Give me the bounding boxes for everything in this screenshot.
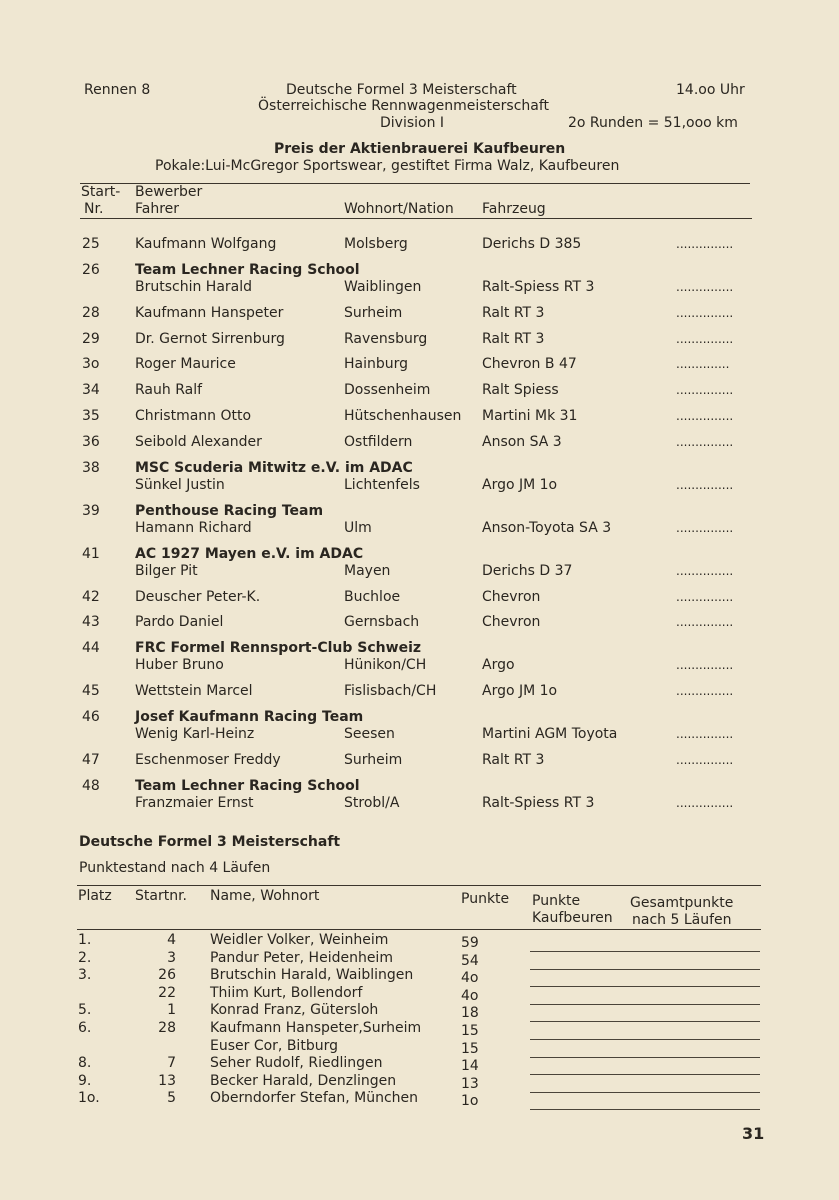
- entry-residence: Lichtenfels: [344, 476, 420, 493]
- standing-name: Oberndorfer Stefan, München: [210, 1090, 419, 1107]
- entry-dotted-line: ...............: [676, 409, 734, 423]
- standing-name: Brutschin Harald, Waiblingen: [210, 967, 414, 984]
- entry-dotted-line: ...............: [676, 589, 734, 604]
- entry-dotted-line: ...............: [676, 684, 734, 699]
- entry-start-number: 41: [82, 545, 100, 562]
- entry-driver: Deuscher Peter-K.: [135, 588, 261, 605]
- standing-start-number: 7: [167, 1055, 176, 1072]
- series-title: Deutsche Formel 3 Meisterschaft: [286, 82, 517, 98]
- entry-residence: Surheim: [344, 752, 403, 768]
- entry-car: Argo JM 1o: [482, 683, 558, 700]
- entry-residence: Ostfildern: [344, 433, 413, 450]
- entry-dotted-line: ...............: [676, 279, 734, 294]
- entry-start-number: 46: [82, 709, 100, 725]
- standing-name: Euser Cor, Bitburg: [210, 1037, 338, 1054]
- entry-driver: Seibold Alexander: [135, 433, 262, 450]
- standing-write-in-line: [530, 1004, 760, 1005]
- entry-start-number: 36: [82, 433, 100, 450]
- entry-car: Derichs D 37: [482, 562, 573, 579]
- standing-place: 1o.: [78, 1090, 100, 1107]
- standing-points: 4o: [461, 987, 479, 1004]
- standing-write-in-line: [530, 951, 760, 952]
- entry-dotted-line: ...............: [676, 727, 734, 741]
- entry-driver: Sünkel Justin: [135, 476, 225, 493]
- standing-write-in-line: [530, 1021, 760, 1022]
- standing-name: Pandur Peter, Heidenheim: [210, 949, 393, 966]
- trophies-line: Pokale:Lui-McGregor Sportswear, gestiftet Firma Walz, Kaufbeuren: [155, 158, 620, 174]
- entry-residence: Gernsbach: [344, 614, 420, 631]
- entry-car: Chevron: [482, 614, 541, 631]
- entry-car: Argo: [482, 657, 515, 674]
- column-header-rule: [80, 218, 752, 219]
- entry-start-number: 25: [82, 236, 100, 252]
- standing-write-in-line: [530, 986, 760, 987]
- standing-name: Weidler Volker, Weinheim: [210, 932, 389, 948]
- entry-start-number: 39: [82, 502, 100, 519]
- standing-start-number: 3: [167, 949, 176, 966]
- standing-place: 2.: [78, 949, 92, 966]
- entry-car: Ralt-Spiess RT 3: [482, 794, 595, 811]
- entry-residence: Ulm: [344, 519, 372, 536]
- standing-write-in-line: [530, 1039, 760, 1040]
- entry-start-number: 29: [82, 330, 100, 347]
- standing-points: 13: [461, 1075, 479, 1092]
- entry-dotted-line: ...............: [676, 331, 734, 346]
- standing-start-number: 28: [158, 1020, 176, 1036]
- standing-write-in-line: [530, 1109, 760, 1110]
- entry-driver: Christmann Otto: [135, 408, 252, 424]
- entry-team: Team Lechner Racing School: [135, 777, 360, 794]
- standing-write-in-line: [530, 1074, 760, 1075]
- entry-residence: Buchloe: [344, 588, 401, 605]
- standing-start-number: 5: [167, 1090, 176, 1107]
- entry-start-number: 26: [82, 261, 100, 278]
- entry-residence: Waiblingen: [344, 278, 422, 295]
- entry-car: Ralt Spiess: [482, 382, 559, 399]
- col-start-label-1: Start-: [81, 184, 121, 200]
- standing-place: 9.: [78, 1072, 92, 1089]
- standing-name: Becker Harald, Denzlingen: [210, 1072, 397, 1089]
- entry-dotted-line: ...............: [676, 434, 734, 449]
- entry-car: Ralt RT 3: [482, 752, 545, 768]
- entry-driver: Franzmaier Ernst: [135, 794, 254, 811]
- entry-dotted-line: ...............: [676, 477, 734, 492]
- race-distance: 2o Runden = 51,ooo km: [568, 115, 738, 131]
- entry-team: Josef Kaufmann Racing Team: [135, 709, 364, 725]
- entry-residence: Dossenheim: [344, 382, 431, 399]
- entry-driver: Brutschin Harald: [135, 278, 253, 295]
- standing-place: 3.: [78, 967, 92, 984]
- entry-car: Martini AGM Toyota: [482, 726, 618, 742]
- entry-start-number: 35: [82, 408, 100, 424]
- st-col-name: Name, Wohnort: [210, 888, 320, 904]
- standing-points: 54: [461, 952, 479, 969]
- entry-start-number: 44: [82, 640, 100, 657]
- entry-start-number: 38: [82, 459, 100, 476]
- entry-car: Ralt RT 3: [482, 304, 545, 321]
- standings-header-rule: [77, 929, 761, 930]
- standing-points: 59: [461, 935, 479, 951]
- entry-car: Argo JM 1o: [482, 476, 558, 493]
- entry-dotted-line: ...............: [676, 520, 734, 535]
- prize-title: Preis der Aktienbrauerei Kaufbeuren: [274, 141, 566, 157]
- entry-car: Ralt-Spiess RT 3: [482, 278, 595, 295]
- entry-start-number: 28: [82, 304, 100, 321]
- entry-driver: Dr. Gernot Sirrenburg: [135, 330, 285, 347]
- entry-driver: Bilger Pit: [135, 562, 198, 579]
- entry-team: Penthouse Racing Team: [135, 502, 324, 519]
- standing-start-number: 13: [158, 1072, 176, 1089]
- standing-points: 15: [461, 1040, 479, 1057]
- entry-dotted-line: ..............: [676, 357, 730, 372]
- entry-start-number: 3o: [82, 356, 100, 373]
- entry-residence: Ravensburg: [344, 330, 428, 347]
- entry-dotted-line: ...............: [676, 383, 734, 398]
- standing-points: 14: [461, 1058, 479, 1075]
- st-col-total-2: nach 5 Läufen: [632, 912, 732, 928]
- standing-points: 1o: [461, 1093, 479, 1110]
- standings-subtitle: Punktestand nach 4 Läufen: [79, 860, 271, 876]
- entry-residence: Surheim: [344, 304, 403, 321]
- standings-title: Deutsche Formel 3 Meisterschaft: [79, 834, 341, 850]
- entry-car: Chevron B 47: [482, 356, 577, 373]
- standing-start-number: 4: [167, 932, 176, 948]
- entry-dotted-line: ...............: [676, 615, 734, 630]
- entry-dotted-line: ...............: [676, 658, 734, 673]
- col-entrant-label: Bewerber: [135, 184, 203, 200]
- entry-car: Anson SA 3: [482, 433, 562, 450]
- entry-start-number: 48: [82, 777, 100, 794]
- standing-place: 8.: [78, 1055, 92, 1072]
- entry-car: Ralt RT 3: [482, 330, 545, 347]
- entry-start-number: 34: [82, 382, 100, 399]
- st-col-startnr: Startnr.: [135, 888, 187, 904]
- entry-residence: Hainburg: [344, 356, 409, 373]
- page-number: 31: [742, 1124, 765, 1143]
- entry-residence: Mayen: [344, 562, 391, 579]
- entry-driver: Kaufmann Hanspeter: [135, 304, 284, 321]
- col-residence-label: Wohnort/Nation: [344, 201, 454, 217]
- st-col-points-kb-1: Punkte: [532, 893, 581, 909]
- standing-name: Seher Rudolf, Riedlingen: [210, 1055, 383, 1072]
- entry-residence: Fislisbach/CH: [344, 683, 437, 700]
- entry-team: FRC Formel Rennsport-Club Schweiz: [135, 640, 422, 657]
- entry-dotted-line: ...............: [676, 237, 734, 251]
- entry-driver: Rauh Ralf: [135, 382, 203, 399]
- col-car-label: Fahrzeug: [482, 201, 546, 217]
- st-col-points-kb-2: Kaufbeuren: [532, 910, 613, 926]
- entry-team: AC 1927 Mayen e.V. im ADAC: [135, 545, 364, 562]
- entry-driver: Huber Bruno: [135, 657, 224, 674]
- entry-driver: Kaufmann Wolfgang: [135, 236, 277, 252]
- entry-residence: Strobl/A: [344, 794, 400, 811]
- entry-start-number: 42: [82, 588, 100, 605]
- entry-start-number: 45: [82, 683, 100, 700]
- entry-driver: Roger Maurice: [135, 356, 236, 373]
- col-driver-label: Fahrer: [135, 201, 180, 217]
- entry-driver: Eschenmoser Freddy: [135, 752, 281, 768]
- entry-driver: Pardo Daniel: [135, 614, 224, 631]
- standing-points: 15: [461, 1023, 479, 1039]
- entry-car: Chevron: [482, 588, 541, 605]
- standing-start-number: 22: [158, 984, 176, 1001]
- entry-car: Martini Mk 31: [482, 408, 578, 424]
- entry-residence: Hünikon/CH: [344, 657, 427, 674]
- entry-dotted-line: ...............: [676, 563, 734, 578]
- standing-place: 1.: [78, 932, 92, 948]
- standing-write-in-line: [530, 969, 760, 970]
- standing-name: Konrad Franz, Gütersloh: [210, 1002, 379, 1019]
- entry-team: MSC Scuderia Mitwitz e.V. im ADAC: [135, 459, 413, 476]
- race-time: 14.oo Uhr: [676, 82, 745, 98]
- standing-start-number: 26: [158, 967, 176, 984]
- entry-car: Anson-Toyota SA 3: [482, 519, 612, 536]
- col-start-label-2: Nr.: [84, 201, 104, 217]
- entry-dotted-line: ...............: [676, 795, 734, 810]
- st-col-place: Platz: [78, 888, 112, 904]
- standing-name: Kaufmann Hanspeter,Surheim: [210, 1020, 422, 1036]
- entry-dotted-line: ...............: [676, 305, 734, 320]
- entry-start-number: 47: [82, 752, 100, 768]
- entry-car: Derichs D 385: [482, 236, 582, 252]
- standing-place: 6.: [78, 1020, 92, 1036]
- entry-residence: Molsberg: [344, 236, 408, 252]
- entry-team: Team Lechner Racing School: [135, 261, 360, 278]
- entry-driver: Hamann Richard: [135, 519, 252, 536]
- entry-dotted-line: ...............: [676, 753, 734, 767]
- st-col-total-1: Gesamtpunkte: [630, 895, 734, 911]
- standings-top-rule: [77, 885, 761, 886]
- standing-name: Thiim Kurt, Bollendorf: [210, 984, 363, 1001]
- championship-title: Österreichische Rennwagenmeisterschaft: [258, 98, 550, 114]
- race-number: Rennen 8: [84, 82, 151, 98]
- standing-write-in-line: [530, 1057, 760, 1058]
- standing-write-in-line: [530, 1092, 760, 1093]
- entry-driver: Wenig Karl-Heinz: [135, 726, 255, 742]
- division: Division I: [380, 115, 445, 131]
- entry-residence: Seesen: [344, 726, 395, 742]
- entry-residence: Hütschenhausen: [344, 408, 462, 424]
- entry-driver: Wettstein Marcel: [135, 683, 253, 700]
- st-col-points: Punkte: [461, 891, 510, 907]
- standing-points: 18: [461, 1005, 479, 1022]
- standing-place: 5.: [78, 1002, 92, 1019]
- standing-points: 4o: [461, 970, 479, 987]
- standing-start-number: 1: [167, 1002, 176, 1019]
- entry-start-number: 43: [82, 614, 100, 631]
